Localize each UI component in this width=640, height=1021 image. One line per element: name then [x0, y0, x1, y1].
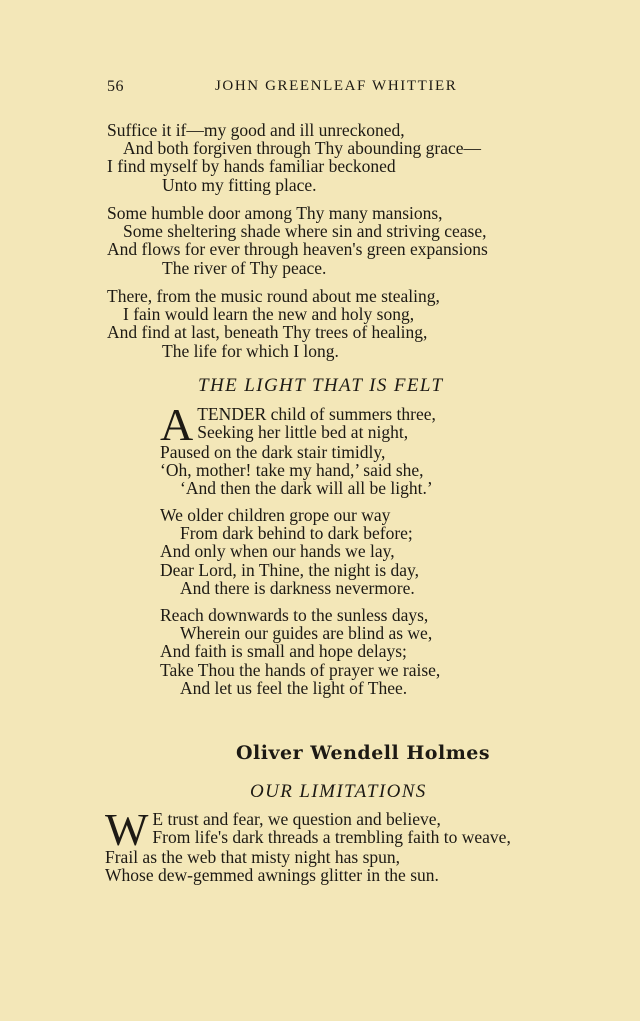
poem-line: Some sheltering shade where sin and striving cease,	[123, 221, 487, 242]
page-header	[0, 78, 640, 102]
poem-line: Take Thou the hands of prayer we raise,	[160, 659, 441, 680]
poem-line: TENDER child of summers three,	[197, 404, 436, 424]
poem-line: And only when our hands we lay,	[160, 541, 395, 562]
holmes-stanza-1	[105, 804, 615, 886]
running-head: JOHN GREENLEAF WHITTIER	[215, 78, 458, 94]
poem-line: I find myself by hands familiar beckoned	[107, 156, 396, 177]
poem-line: E trust and fear, we question and believe,	[152, 809, 441, 829]
poem-line: From life's dark threads a trembling faith to weave,	[152, 827, 511, 848]
light-stanza-2	[160, 506, 419, 597]
poem-line: And find at last, beneath Thy trees of healing,	[107, 322, 428, 343]
whittier-stanza-1	[107, 121, 481, 194]
poem-line: Wherein our guides are blind as we,	[180, 623, 433, 644]
poem-line: And flows for ever through heaven's green expansions	[107, 239, 488, 260]
poem-line: From dark behind to dark before;	[180, 523, 413, 544]
poem-line: Whose dew-gemmed awnings glitter in the sun.	[105, 865, 439, 886]
drop-cap: A	[160, 399, 194, 450]
poem-line: The river of Thy peace.	[162, 257, 327, 278]
page-number: 56	[107, 78, 124, 95]
whittier-stanza-3	[107, 287, 440, 360]
poem-line: And there is darkness nevermore.	[180, 577, 415, 598]
poem-line: Some humble door among Thy many mansions,	[107, 203, 443, 223]
poem-line: ‘Oh, mother! take my hand,’ said she,	[160, 460, 424, 481]
poem-line: Frail as the web that misty night has spun,	[105, 847, 401, 867]
poem-title: THE LIGHT THAT IS FELT	[198, 375, 444, 396]
poem-line: Seeking her little bed at night,	[197, 422, 409, 443]
poem-line: The life for which I long.	[162, 340, 339, 361]
poem-line: There, from the music round about me stealing,	[107, 286, 440, 306]
poem-line: Unto my fitting place.	[162, 174, 317, 195]
poem-line: Reach downwards to the sunless days,	[160, 605, 429, 625]
poem-line: Paused on the dark stair timidly,	[160, 442, 386, 462]
poem-line: And faith is small and hope delays;	[160, 641, 407, 662]
poem-line: Suffice it if—my good and ill unreckoned,	[107, 120, 405, 140]
poem-title: OUR LIMITATIONS	[250, 781, 427, 802]
poem-line: ‘And then the dark will all be light.’	[180, 478, 433, 499]
poem-line: I fain would learn the new and holy song,	[123, 304, 415, 325]
poem-line: And let us feel the light of Thee.	[180, 677, 408, 698]
poem-line: Dear Lord, in Thine, the night is day,	[160, 559, 420, 580]
poem-line: We older children grope our way	[160, 505, 391, 525]
whittier-stanza-2	[107, 204, 488, 277]
poem-line: And both forgiven through Thy abounding grace—	[123, 138, 482, 159]
light-stanza-1	[160, 399, 540, 499]
light-stanza-3	[160, 606, 440, 697]
author-heading: Oliver Wendell Holmes	[236, 742, 491, 764]
drop-cap: W	[105, 804, 149, 855]
